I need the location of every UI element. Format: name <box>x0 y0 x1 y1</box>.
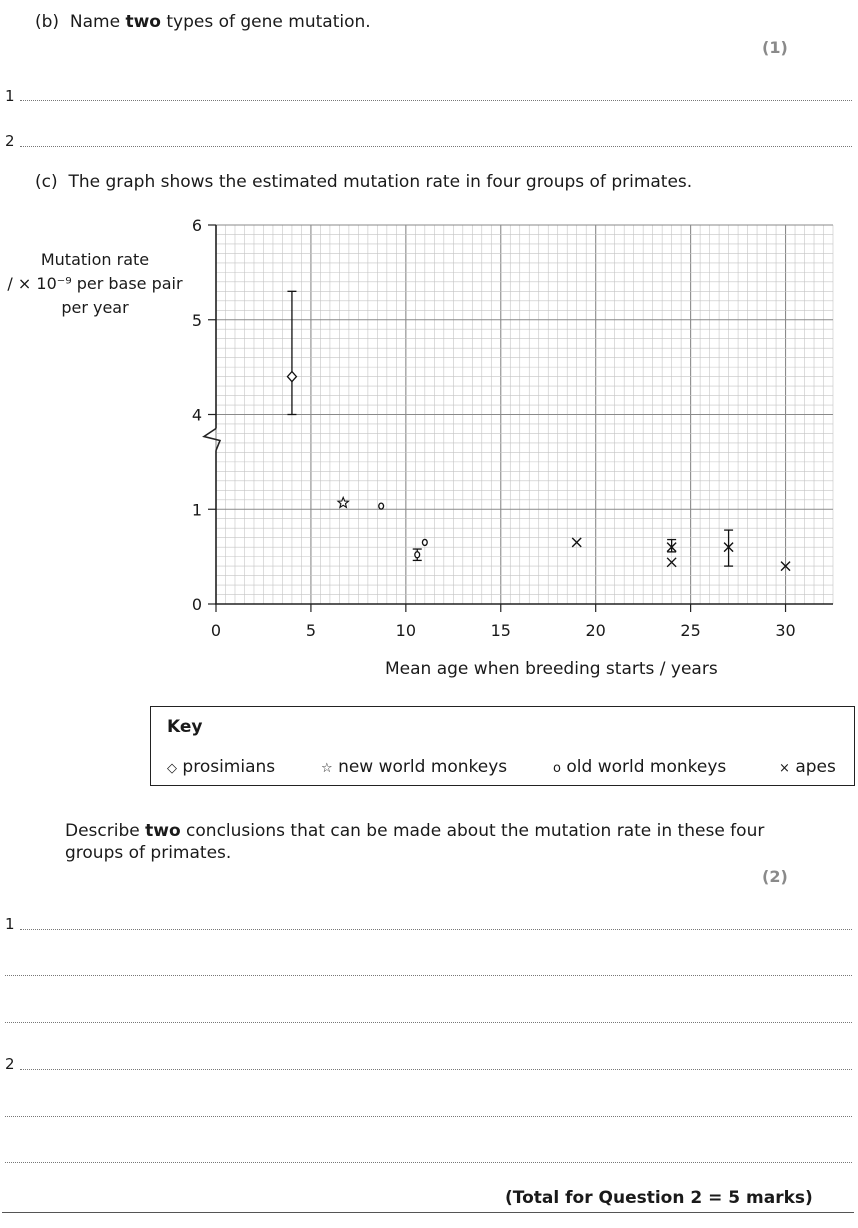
chart-grid <box>216 225 833 604</box>
data-point-prosimians <box>287 372 296 382</box>
part-b-label: (b) <box>35 12 60 32</box>
key-label: new world monkeys <box>338 757 508 777</box>
total-marks: (Total for Question 2 = 5 marks) <box>505 1188 813 1208</box>
x-tick-label: 5 <box>305 621 317 640</box>
axis-break-zigzag <box>204 429 220 451</box>
part-b-text: Name <box>69 12 126 32</box>
key-label: apes <box>795 757 836 777</box>
key-label: prosimians <box>182 757 276 777</box>
answer-number: 1 <box>5 87 15 105</box>
answer-line[interactable] <box>5 1162 852 1163</box>
cross-icon: × <box>779 761 790 776</box>
y-tick-label: 1 <box>191 500 202 520</box>
describe-question <box>65 820 764 864</box>
x-tick-label: 20 <box>585 621 606 640</box>
chart-key <box>150 706 855 786</box>
y-tick-label: 4 <box>191 405 202 425</box>
describe-bold: two <box>145 821 181 841</box>
data-point-old-world-monkeys <box>379 503 384 509</box>
answer-line[interactable] <box>20 929 852 930</box>
key-item-old-world-monkeys <box>553 757 726 777</box>
data-point-old-world-monkeys <box>422 539 427 545</box>
part-b-marks: (1) <box>762 38 788 57</box>
part-c-question <box>35 172 692 192</box>
answer-line[interactable] <box>5 975 852 976</box>
y-axis-title-line: per year <box>61 298 129 317</box>
part-c-text: The graph shows the estimated mutation rate in four groups of primates. <box>68 172 693 192</box>
key-item-new-world-monkeys <box>321 757 507 777</box>
y-axis-title-line: / × 10⁻⁹ per base pair <box>7 274 183 293</box>
describe-text-end: conclusions that can be made about the mutation rate in these four <box>180 821 765 841</box>
answer-line[interactable] <box>20 146 852 147</box>
x-axis-title: Mean age when breeding starts / years <box>385 659 718 679</box>
answer-line[interactable] <box>5 1116 852 1117</box>
part-b-question <box>35 12 371 32</box>
answer-line[interactable] <box>20 1069 852 1070</box>
x-tick-label: 30 <box>775 621 796 640</box>
y-tick-label: 0 <box>191 595 202 614</box>
circle-icon: o <box>553 761 561 776</box>
describe-text: Describe <box>65 821 146 841</box>
answer-number: 1 <box>5 915 15 933</box>
key-item-prosimians <box>167 757 275 777</box>
diamond-icon: ◇ <box>167 761 177 776</box>
mutation-rate-chart <box>0 205 858 655</box>
y-axis-title-line: Mutation rate <box>40 250 150 269</box>
bottom-rule <box>2 1212 854 1213</box>
y-tick-label: 6 <box>191 216 202 235</box>
answer-number: 2 <box>5 1055 15 1073</box>
x-tick-label: 25 <box>680 621 701 640</box>
x-tick-label: 0 <box>210 621 222 640</box>
answer-number: 2 <box>5 132 15 150</box>
key-title: Key <box>167 717 203 737</box>
key-item-apes <box>779 757 836 777</box>
part-c-label: (c) <box>35 172 58 192</box>
part-c-marks: (2) <box>762 867 788 886</box>
answer-line[interactable] <box>5 1022 852 1023</box>
part-b-bold: two <box>125 12 161 32</box>
part-b-text-end: types of gene mutation. <box>160 12 371 32</box>
describe-text-line2: groups of primates. <box>65 843 232 863</box>
x-tick-label: 15 <box>490 621 511 640</box>
x-tick-label: 10 <box>395 621 417 640</box>
star-icon: ☆ <box>321 761 333 776</box>
y-tick-label: 5 <box>191 310 202 330</box>
answer-line[interactable] <box>20 100 852 101</box>
data-point-old-world-monkeys <box>415 552 420 558</box>
key-label: old world monkeys <box>566 757 727 777</box>
